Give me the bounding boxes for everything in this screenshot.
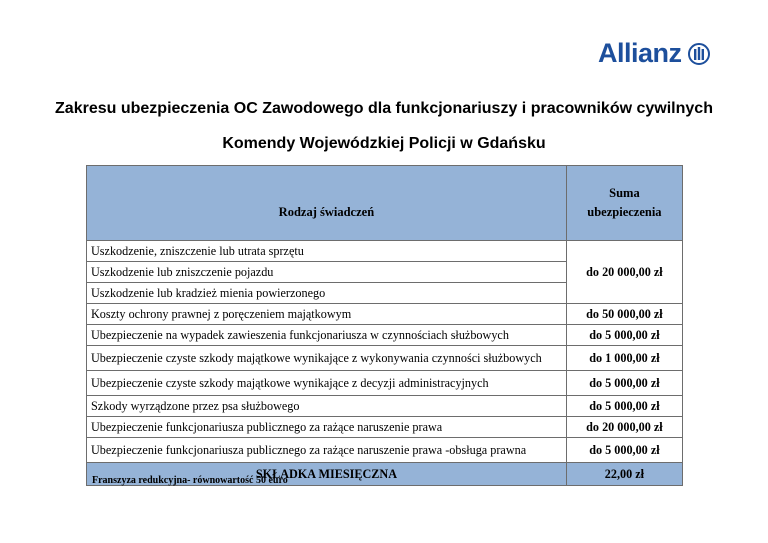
row-amount: do 5 000,00 zł [566, 371, 682, 396]
deductible-note: Franszyza redukcyjna- równowartość 50 euro [92, 475, 288, 486]
header-sum-insured [566, 166, 682, 241]
row-label: Ubezpieczenie funkcjonariusza publicznego za rażące naruszenie prawa -obsługa prawna [87, 438, 567, 463]
logo-text: Allianz [598, 38, 682, 68]
row-amount-group: do 20 000,00 zł [566, 262, 682, 283]
row-label: Ubezpieczenie funkcjonariusza publicznego za rażące naruszenie prawa [87, 417, 567, 438]
table-header-row [87, 166, 683, 241]
document-title-line1: Zakresu ubezpieczenia OC Zawodowego dla funkcjonariuszy i pracowników cywilnych [55, 100, 713, 117]
allianz-logo [598, 38, 710, 69]
row-amount: do 50 000,00 zł [566, 304, 682, 325]
monthly-premium-label: SKŁADKA MIESIĘCZNA [87, 463, 567, 486]
table-row [87, 283, 683, 304]
table-row [87, 304, 683, 325]
table-row [87, 438, 683, 463]
document-title-line2: Komendy Wojewódzkiej Policji w Gdańsku [222, 135, 546, 152]
header-benefit-type: Rodzaj świadczeń [87, 166, 567, 241]
row-amount-empty [566, 241, 682, 262]
table-row [87, 262, 683, 283]
row-amount: do 5 000,00 zł [566, 325, 682, 346]
row-label: Ubezpieczenie czyste szkody majątkowe wynikające z decyzji administracyjnych [87, 371, 567, 396]
table-row [87, 371, 683, 396]
row-amount: do 1 000,00 zł [566, 346, 682, 371]
row-amount: do 20 000,00 zł [566, 417, 682, 438]
table-row [87, 241, 683, 262]
row-label: Ubezpieczenie na wypadek zawieszenia funkcjonariusza w czynnościach służbowych [87, 325, 567, 346]
row-label: Uszkodzenie lub kradzież mienia powierzonego [87, 283, 567, 304]
row-label: Uszkodzenie lub zniszczenie pojazdu [87, 262, 567, 283]
row-label: Koszty ochrony prawnej z poręczeniem majątkowym [87, 304, 567, 325]
table-row [87, 325, 683, 346]
row-amount: do 5 000,00 zł [566, 438, 682, 463]
coverage-table [86, 165, 683, 486]
row-label: Szkody wyrządzone przez psa służbowego [87, 396, 567, 417]
header-sum-line2: ubezpieczenia [587, 205, 662, 219]
row-label: Ubezpieczenie czyste szkody majątkowe wynikające z wykonywania czynności służbowych [87, 346, 567, 371]
allianz-eagle-icon [688, 43, 710, 65]
row-amount: do 5 000,00 zł [566, 396, 682, 417]
monthly-premium-amount: 22,00 zł [566, 463, 682, 486]
table-row [87, 417, 683, 438]
table-row [87, 346, 683, 371]
row-label: Uszkodzenie, zniszczenie lub utrata sprzętu [87, 241, 567, 262]
table-row [87, 396, 683, 417]
header-sum-line1: Suma [609, 186, 640, 200]
row-amount-empty [566, 283, 682, 304]
